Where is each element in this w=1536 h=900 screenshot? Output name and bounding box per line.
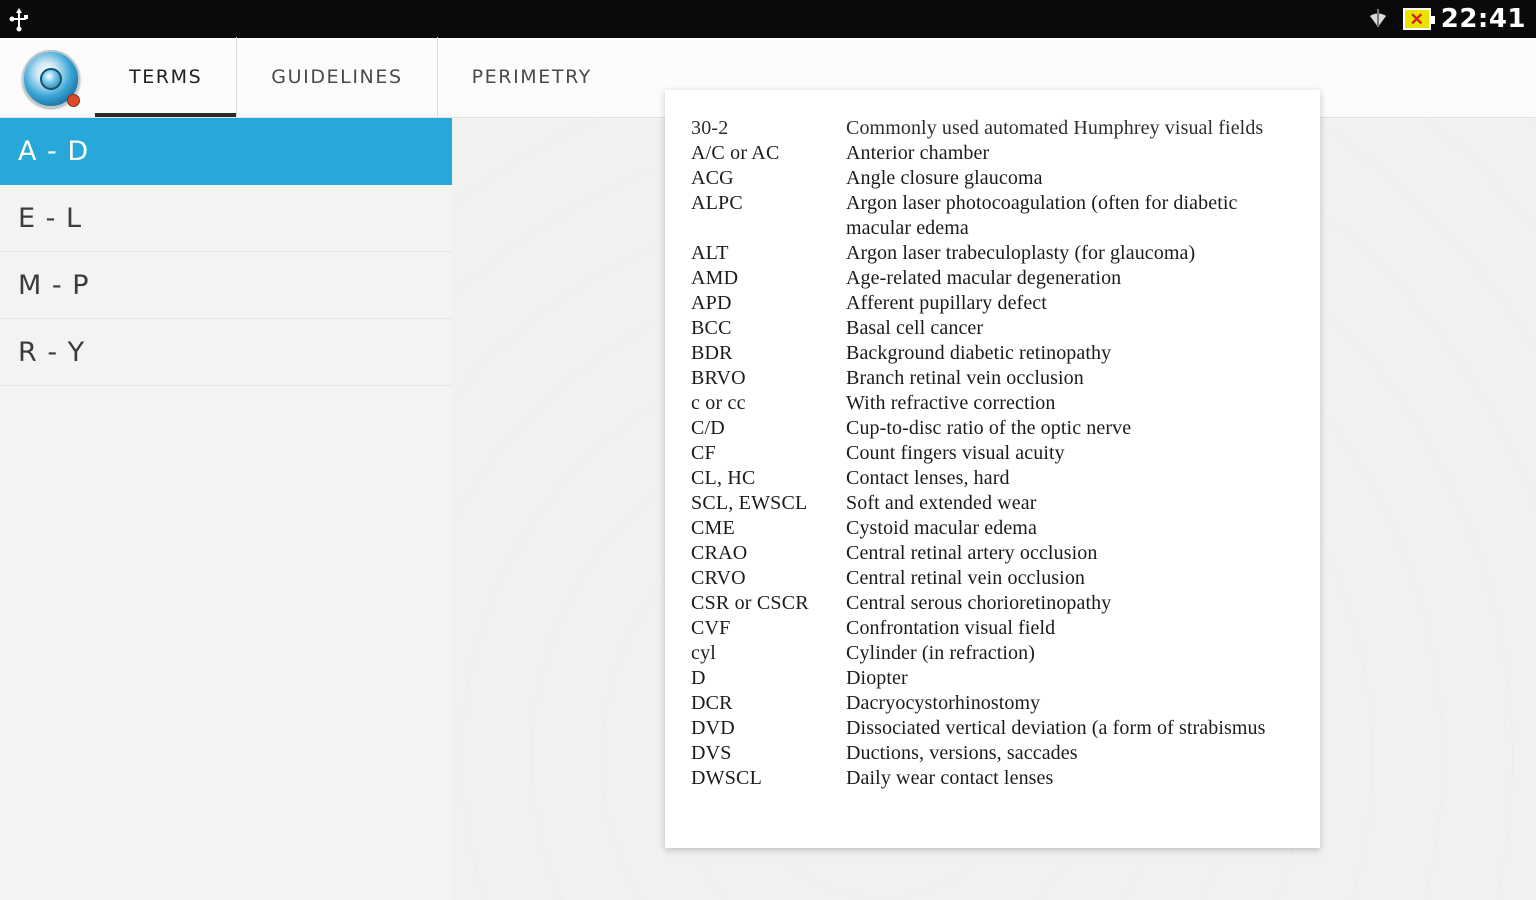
glossary-row [691, 116, 1290, 141]
glossary-row [691, 716, 1290, 741]
glossary-definition: Argon laser photocoagulation (often for diabetic macular edema [846, 192, 1238, 239]
glossary-term: C/D [691, 417, 725, 439]
glossary-definition: Confrontation visual field [846, 617, 1056, 639]
glossary-definition: Afferent pupillary defect [846, 292, 1047, 314]
glossary-term: DWSCL [691, 767, 762, 789]
glossary-term: SCL, EWSCL [691, 492, 808, 514]
logo-iris [40, 68, 62, 90]
glossary-row [691, 566, 1290, 591]
glossary-term: CVF [691, 617, 731, 639]
glossary-definition: Basal cell cancer [846, 317, 984, 339]
glossary-term: CL, HC [691, 467, 756, 489]
glossary-term: CRAO [691, 542, 748, 564]
glossary-definition: Count fingers visual acuity [846, 442, 1065, 464]
glossary-term: DCR [691, 692, 733, 714]
glossary-row [691, 591, 1290, 616]
glossary-term: AMD [691, 267, 739, 289]
glossary-definition: Contact lenses, hard [846, 467, 1010, 489]
glossary-row [691, 266, 1290, 291]
glossary-row [691, 166, 1290, 191]
tab-guidelines-label: GUIDELINES [271, 66, 403, 88]
glossary-term: c or cc [691, 392, 746, 414]
glossary-term: CME [691, 517, 735, 539]
usb-icon [6, 6, 32, 32]
glossary-row [691, 691, 1290, 716]
glossary-row [691, 766, 1290, 791]
tab-perimetry[interactable] [437, 37, 626, 117]
glossary-row [691, 291, 1290, 316]
glossary-definition: Anterior chamber [846, 142, 990, 164]
sidebar-item-m-p[interactable] [0, 252, 452, 319]
sidebar [0, 118, 452, 900]
tab-terms[interactable] [95, 37, 236, 117]
glossary-row [691, 141, 1290, 166]
glossary-term: BCC [691, 317, 732, 339]
glossary-term: 30-2 [691, 117, 729, 139]
sidebar-item-e-l[interactable] [0, 185, 452, 252]
glossary-definition: Soft and extended wear [846, 492, 1037, 514]
glossary-row [691, 441, 1290, 466]
tab-guidelines[interactable] [236, 37, 436, 117]
glossary-card[interactable] [665, 90, 1320, 848]
glossary-term: ACG [691, 167, 734, 189]
glossary-definition: With refractive correction [846, 392, 1056, 414]
sidebar-item-a-d-label: A - D [18, 136, 90, 167]
glossary-definition: Cup-to-disc ratio of the optic nerve [846, 417, 1132, 439]
sidebar-item-e-l-label: E - L [18, 202, 83, 234]
glossary-definition: Argon laser trabeculoplasty (for glaucoma) [846, 242, 1196, 264]
glossary-row [691, 191, 1290, 241]
battery-x-glyph: ✕ [1409, 9, 1424, 29]
glossary-list [665, 90, 1320, 791]
glossary-row [691, 366, 1290, 391]
logo-badge [67, 94, 80, 107]
battery-error-icon [1403, 8, 1431, 30]
glossary-row [691, 616, 1290, 641]
glossary-definition: Daily wear contact lenses [846, 767, 1054, 789]
glossary-row [691, 316, 1290, 341]
glossary-definition: Commonly used automated Humphrey visual fields [846, 117, 1264, 139]
wifi-icon [1363, 7, 1393, 31]
glossary-definition: Branch retinal vein occlusion [846, 367, 1084, 389]
glossary-row [691, 416, 1290, 441]
glossary-term: A/C or AC [691, 142, 780, 164]
sidebar-item-a-d[interactable] [0, 118, 452, 185]
tab-bar [95, 37, 626, 117]
glossary-term: APD [691, 292, 732, 314]
glossary-term: DVS [691, 742, 732, 764]
glossary-term: ALPC [691, 192, 743, 214]
glossary-definition: Background diabetic retinopathy [846, 342, 1112, 364]
eye-app-logo-icon[interactable] [22, 50, 80, 108]
glossary-row [691, 541, 1290, 566]
glossary-row [691, 666, 1290, 691]
tab-terms-label: TERMS [129, 66, 203, 88]
glossary-definition: Dissociated vertical deviation (a form of strabismus [846, 717, 1266, 739]
glossary-row [691, 641, 1290, 666]
glossary-row [691, 516, 1290, 541]
glossary-row [691, 241, 1290, 266]
glossary-term: CRVO [691, 567, 746, 589]
glossary-definition: Age-related macular degeneration [846, 267, 1122, 289]
sidebar-item-m-p-label: M - P [18, 269, 90, 301]
status-clock: 22:41 [1440, 4, 1526, 34]
glossary-row [691, 741, 1290, 766]
glossary-definition: Ductions, versions, saccades [846, 742, 1078, 764]
status-bar-right [1363, 4, 1526, 34]
android-status-bar [0, 0, 1536, 38]
glossary-term: BDR [691, 342, 733, 364]
sidebar-item-r-y-label: R - Y [18, 336, 86, 368]
glossary-row [691, 341, 1290, 366]
glossary-term: CSR or CSCR [691, 592, 809, 614]
tab-perimetry-label: PERIMETRY [471, 66, 592, 88]
glossary-definition: Central serous chorioretinopathy [846, 592, 1112, 614]
glossary-definition: Dacryocystorhinostomy [846, 692, 1041, 714]
glossary-definition: Central retinal vein occlusion [846, 567, 1086, 589]
glossary-definition: Angle closure glaucoma [846, 167, 1043, 189]
glossary-definition: Cystoid macular edema [846, 517, 1037, 539]
glossary-term: D [691, 667, 706, 689]
glossary-row [691, 491, 1290, 516]
glossary-term: CF [691, 442, 716, 464]
glossary-row [691, 391, 1290, 416]
glossary-definition: Cylinder (in refraction) [846, 642, 1035, 664]
glossary-term: BRVO [691, 367, 746, 389]
glossary-row [691, 466, 1290, 491]
glossary-definition: Diopter [846, 667, 908, 689]
sidebar-item-r-y[interactable] [0, 319, 452, 386]
glossary-term: cyl [691, 642, 717, 664]
glossary-term: ALT [691, 242, 729, 264]
status-bar-left [6, 6, 32, 32]
glossary-definition: Central retinal artery occlusion [846, 542, 1098, 564]
glossary-term: DVD [691, 717, 735, 739]
